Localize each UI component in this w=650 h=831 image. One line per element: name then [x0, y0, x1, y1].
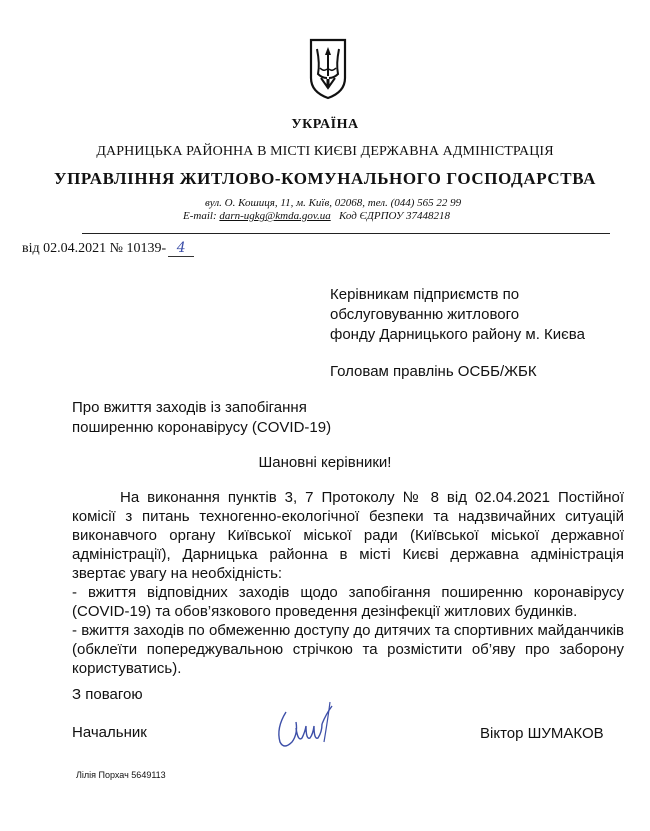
- email-link[interactable]: darn-ugkg@kmda.gov.ua: [219, 210, 331, 222]
- header-divider: [82, 233, 610, 234]
- reference-handwritten-suffix: 4: [168, 240, 194, 257]
- subject-line: Про вжиття заходів із запобігання: [72, 399, 307, 416]
- address-line: вул. О. Кошиця, 11, м. Київ, 02068, тел. (044) 565 22 99: [205, 197, 462, 209]
- body-list-item: - вжиття відповідних заходів щодо запобігання поширенню коронавірусу (COVID-19) та обов’язкового проведення дезінфекції житлових будинків.: [72, 584, 624, 620]
- recipient-line: обслуговуванню житлового: [330, 306, 520, 323]
- recipient-line: Керівникам підприємств по: [330, 286, 520, 303]
- reference-number-label: №: [109, 241, 123, 256]
- body-list-item: - вжиття заходів по обмеженню доступу до дитячих та спортивних майданчиків (обклеїти попереджувальною стрічкою та розмістити об’яву про заборону користуватись).: [72, 622, 624, 677]
- salutation: Шановні керівники!: [258, 454, 392, 471]
- country-name: УКРАЇНА: [291, 117, 359, 132]
- edrpou-code: Код ЄДРПОУ 37448218: [338, 210, 450, 222]
- reference-prefix: від: [22, 241, 40, 256]
- subject-line: поширенню коронавірусу (COVID-19): [72, 419, 332, 436]
- executor-info: Лілія Порхач 5649113: [76, 770, 166, 780]
- recipients-block: [330, 285, 585, 345]
- signer-name: Віктор ШУМАКОВ: [480, 725, 604, 742]
- subject-block: [72, 398, 331, 438]
- recipient-line: фонду Дарницького району м. Києва: [330, 326, 585, 343]
- contacts-line: [183, 210, 450, 222]
- letter-body: [72, 488, 624, 678]
- trident-coat-of-arms-icon: [308, 38, 348, 100]
- closing-regards: З повагою: [72, 686, 143, 703]
- email-label: E-mail:: [183, 210, 217, 222]
- reference-date: 02.04.2021: [43, 241, 107, 256]
- reference-number: 10139-: [126, 241, 167, 256]
- recipient-second: Головам правлінь ОСББ/ЖБК: [330, 363, 537, 380]
- administration-name: ДАРНИЦЬКА РАЙОННА В МІСТІ КИЄВІ ДЕРЖАВНА АДМІНІСТРАЦІЯ: [96, 144, 554, 159]
- reference-line: [22, 240, 194, 257]
- department-name: УПРАВЛІННЯ ЖИТЛОВО-КОМУНАЛЬНОГО ГОСПОДАРСТВА: [54, 169, 596, 188]
- handwritten-signature: [272, 698, 342, 752]
- body-paragraph: На виконання пунктів 3, 7 Протоколу № 8 від 02.04.2021 Постійної комісії з питань техногенно-екологічної безпеки та надзвичайних ситуацій виконавчого органу Київської міської ради (Київської міської державної адміністрації), Дарницька районна в місті Києві державна адміністрація звертає увагу на необхідність:: [72, 489, 624, 582]
- signer-position: Начальник: [72, 724, 147, 741]
